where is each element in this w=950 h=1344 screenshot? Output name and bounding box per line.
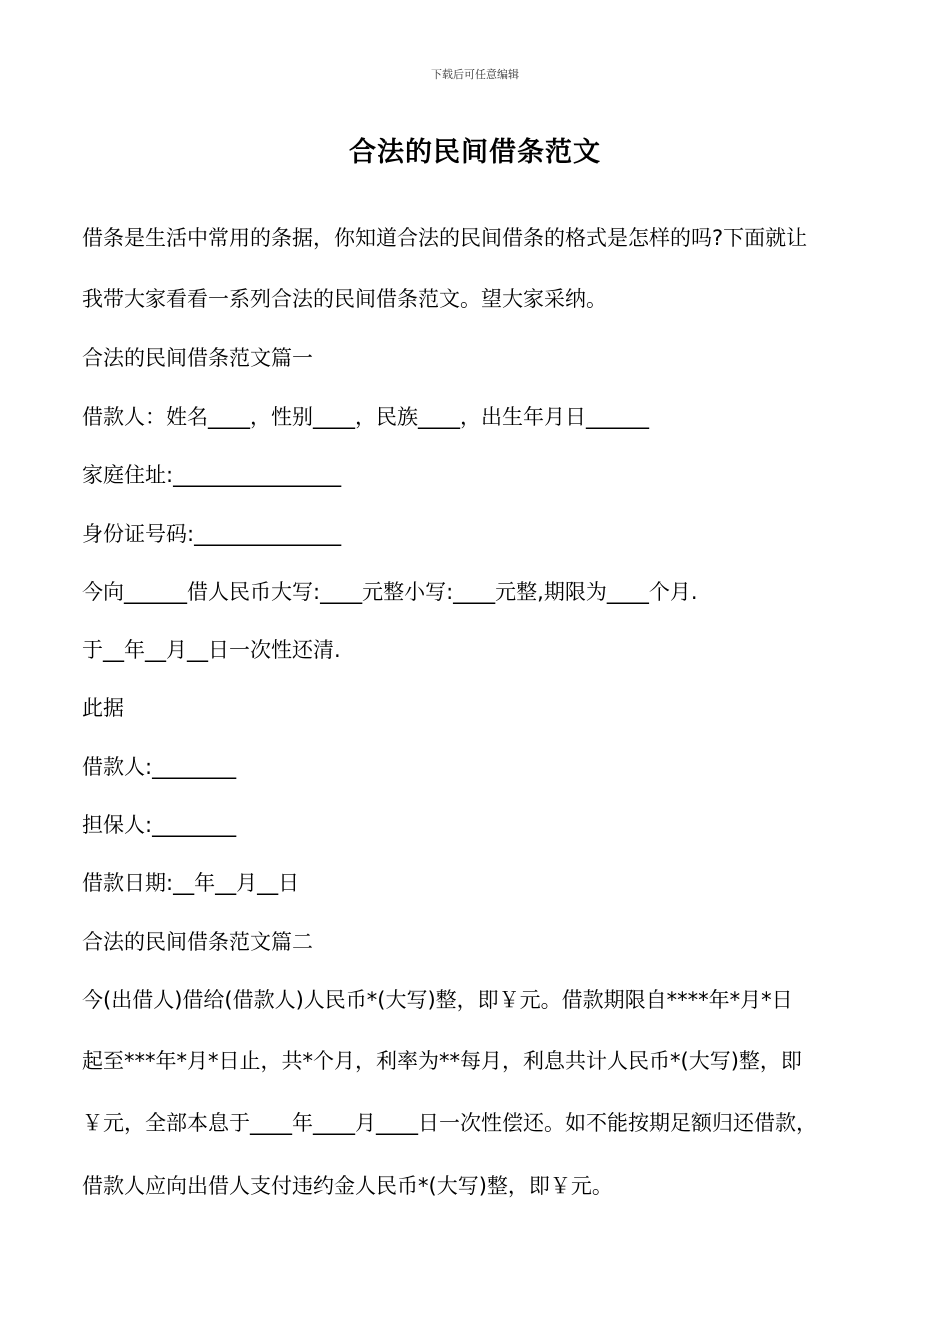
header-note: 下载后可任意编辑 bbox=[431, 68, 519, 81]
repayment-date-line: 于__年__月__日一次性还清. bbox=[82, 638, 341, 662]
borrower-info-line: 借款人：姓名____，性别____，民族____，出生年月日______ bbox=[82, 405, 649, 429]
loan-amount-line: 今向______借人民币大写:____元整小写:____元整,期限为____个月. bbox=[82, 580, 698, 604]
section-heading-1: 合法的民间借条范文篇一 bbox=[82, 346, 313, 370]
sample2-paragraph-line-4: 借款人应向出借人支付违约金人民币*(大写)整，即￥元。 bbox=[82, 1174, 613, 1198]
id-number-line: 身份证号码:______________ bbox=[82, 522, 342, 546]
sample2-paragraph-line-1: 今(出借人)借给(借款人)人民币*(大写)整，即￥元。借款期限自****年*月*日 bbox=[82, 988, 793, 1012]
intro-paragraph-line-2: 我带大家看看一系列合法的民间借条范文。望大家采纳。 bbox=[82, 287, 607, 311]
section-heading-2: 合法的民间借条范文篇二 bbox=[82, 930, 313, 954]
intro-paragraph-line-1: 借条是生活中常用的条据，你知道合法的民间借条的格式是怎样的吗?下面就让 bbox=[82, 226, 808, 250]
loan-date-line: 借款日期:__年__月__日 bbox=[82, 871, 300, 895]
borrower-signature-line: 借款人:________ bbox=[82, 755, 237, 779]
home-address-line: 家庭住址:________________ bbox=[82, 463, 342, 487]
sample2-paragraph-line-2: 起至***年*月*日止，共*个月，利率为**每月，利息共计人民币*(大写)整，即 bbox=[82, 1049, 802, 1073]
hereby-line: 此据 bbox=[82, 696, 124, 720]
sample2-paragraph-line-3: ￥元，全部本息于____年____月____日一次性偿还。如不能按期足额归还借款， bbox=[82, 1111, 817, 1135]
guarantor-signature-line: 担保人:________ bbox=[82, 813, 237, 837]
document-title: 合法的民间借条范文 bbox=[349, 137, 601, 168]
